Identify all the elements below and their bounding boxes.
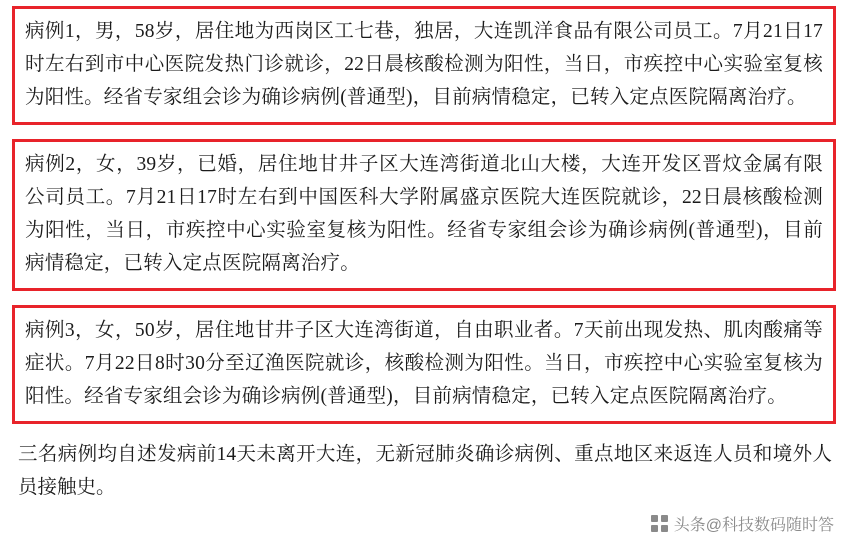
toutiao-logo-icon [651,515,668,532]
case-block-3 [12,305,836,424]
watermark-label: 头条@科技数码随时答 [673,517,834,534]
case-1-text: 病例1，男，58岁，居住地为西岗区工七巷，独居，大连凯洋食品有限公司员工。7月21日17时左右到市中心医院发热门诊就诊，22日晨核酸检测为阳性，当日，市疾控中心实验室复核为阳性。经省专家组会诊为确诊病例(普通型)，目前病情稳定，已转入定点医院隔离治疗。 [25,21,823,108]
case-2-text: 病例2，女，39岁，已婚，居住地甘井子区大连湾街道北山大楼，大连开发区晋炆金属有限公司员工。7月21日17时左右到中国医科大学附属盛京医院大连医院就诊，22日晨核酸检测为阳性，当日，市疾控中心实验室复核为阳性。经省专家组会诊为确诊病例(普通型)，目前病情稳定，已转入定点医院隔离治疗。 [25,154,823,274]
case-3-text: 病例3，女，50岁，居住地甘井子区大连湾街道，自由职业者。7天前出现发热、肌肉酸痛等症状。7月22日8时30分至辽渔医院就诊，核酸检测为阳性。当日，市疾控中心实验室复核为阳性。经省专家组会诊为确诊病例(普通型)，目前病情稳定，已转入定点医院隔离治疗。 [25,320,823,407]
footer-note: 三名病例均自述发病前14天未离开大连，无新冠肺炎确诊病例、重点地区来返连人员和境外人员接触史。 [18,444,832,498]
case-block-1 [12,6,836,125]
case-block-2 [12,139,836,291]
watermark [651,512,834,535]
